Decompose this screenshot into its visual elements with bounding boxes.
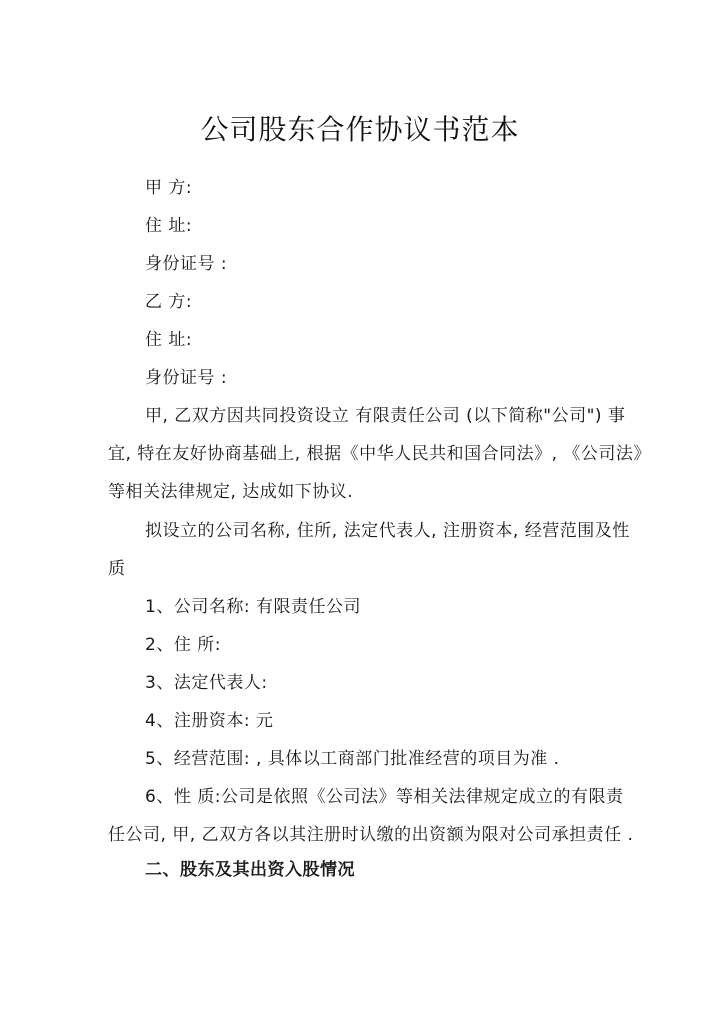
item-nature: 6、性 质:公司是依照《公司法》等相关法律规定成立的有限责: [145, 787, 624, 807]
party-b-id-field: 身份证号 :: [145, 368, 228, 388]
party-a-address-field: 住 址:: [145, 216, 193, 236]
section1-heading-line: 质: [108, 559, 126, 579]
party-a-field: 甲 方:: [145, 178, 193, 198]
intro-line: 甲, 乙双方因共同投资设立 有限责任公司 (以下简称"公司") 事: [145, 406, 626, 426]
item-registered-capital: 4、注册资本: 元: [145, 711, 274, 731]
intro-line: 等相关法律规定, 达成如下协议.: [108, 482, 354, 502]
section1-heading-line: 拟设立的公司名称, 住所, 法定代表人, 注册资本, 经营范围及性: [145, 521, 630, 541]
intro-line: 宜, 特在友好协商基础上, 根据《中华人民共和国合同法》, 《公司法》: [108, 444, 651, 464]
item-address: 2、住 所:: [145, 635, 221, 655]
item-nature-continuation: 任公司, 甲, 乙双方各以其注册时认缴的出资额为限对公司承担责任 .: [108, 825, 634, 845]
section2-heading: 二、股东及其出资入股情况: [145, 860, 355, 880]
item-business-scope: 5、经营范围: , 具体以工商部门批准经营的项目为准 .: [145, 749, 560, 769]
party-a-id-field: 身份证号 :: [145, 254, 228, 274]
item-company-name: 1、公司名称: 有限责任公司: [145, 597, 361, 617]
party-b-address-field: 住 址:: [145, 330, 193, 350]
document-title: 公司股东合作协议书范本: [200, 113, 520, 146]
item-legal-representative: 3、法定代表人:: [145, 673, 268, 693]
party-b-field: 乙 方:: [145, 292, 193, 312]
